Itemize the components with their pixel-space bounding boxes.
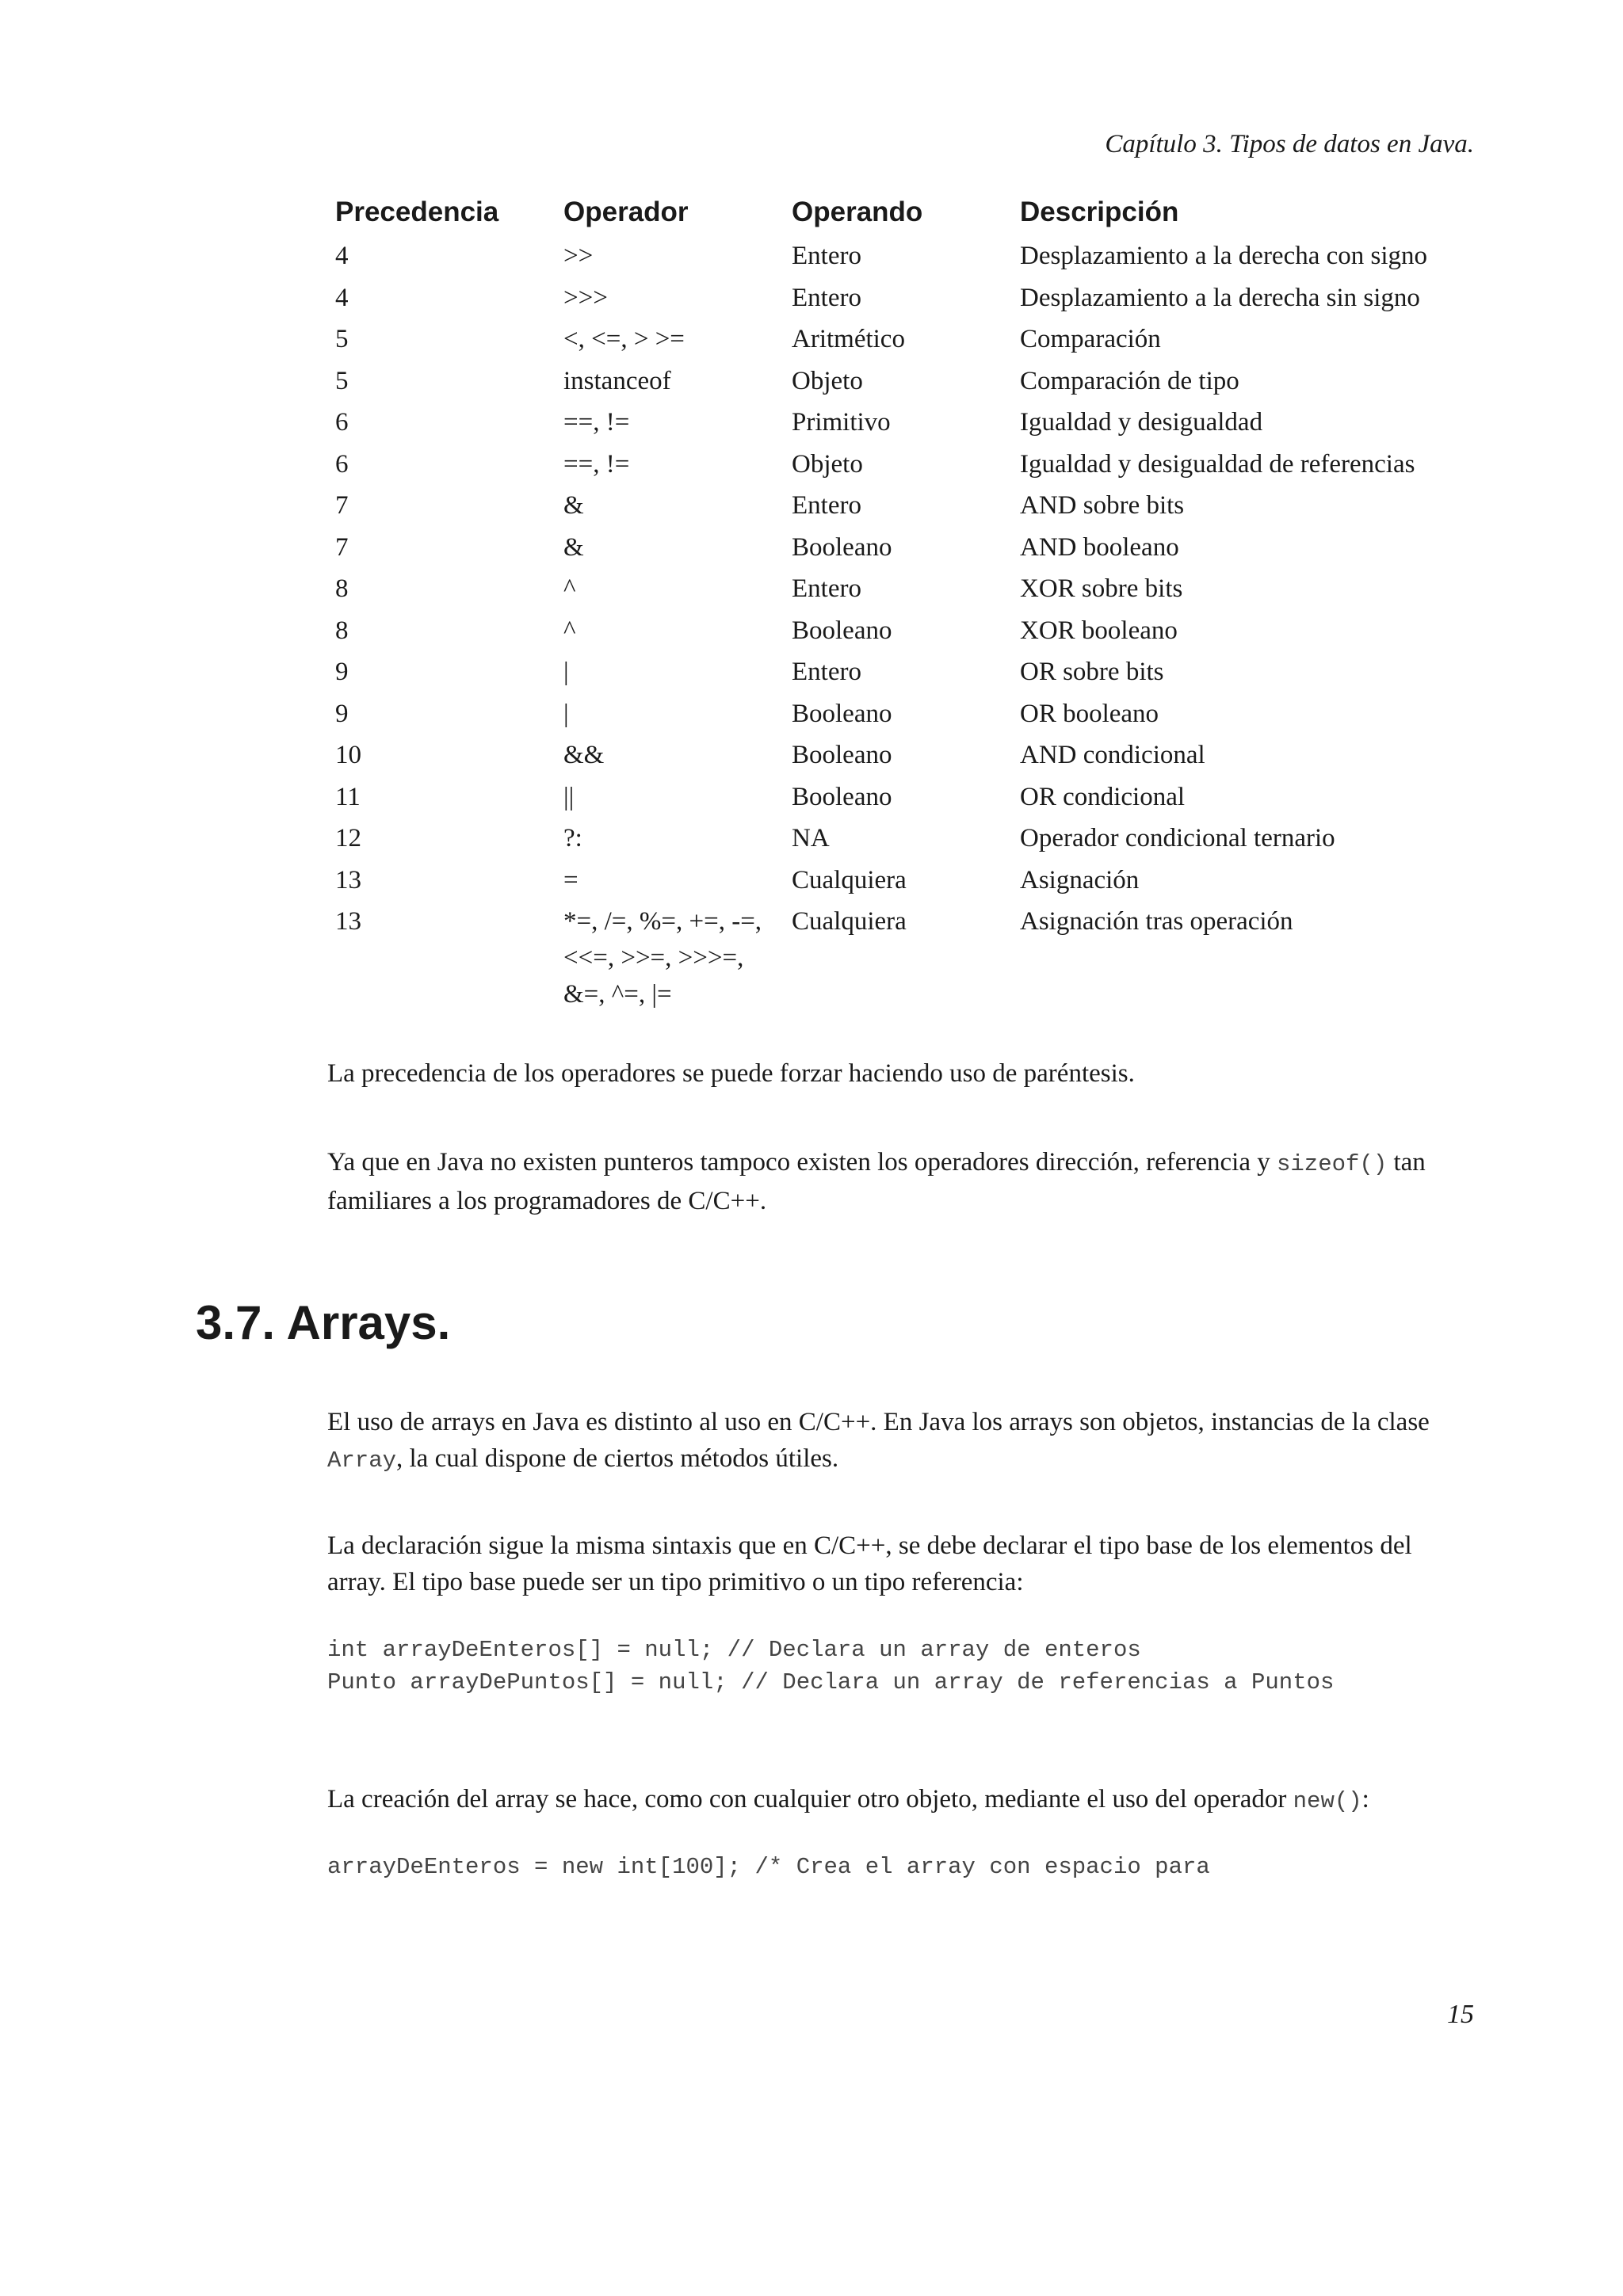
operand-cell: Entero xyxy=(792,574,861,603)
paragraph-arrays-intro xyxy=(327,1404,1468,1479)
code-line: int arrayDeEnteros[] = null; // Declara un array de enteros xyxy=(327,1637,1141,1663)
operand-cell: Booleano xyxy=(792,741,892,769)
description-cell: OR sobre bits xyxy=(1020,658,1164,686)
operand-cell: Booleano xyxy=(792,616,892,645)
column-header-operand: Operando xyxy=(792,196,923,227)
operator-cell: instanceof xyxy=(563,366,671,395)
code-block-declarations xyxy=(327,1634,1334,1699)
description-cell: AND condicional xyxy=(1020,741,1205,769)
paragraph-text: Ya que en Java no existen punteros tampoco existen los operadores dirección, referencia y xyxy=(327,1148,1277,1177)
description-cell: OR condicional xyxy=(1020,782,1186,811)
description-cell: Desplazamiento a la derecha con signo xyxy=(1020,242,1428,270)
table-row xyxy=(329,238,1480,280)
operand-cell: Entero xyxy=(792,658,861,686)
table-row xyxy=(329,820,1480,862)
page-number: 15 xyxy=(1447,2000,1474,2029)
description-cell: AND sobre bits xyxy=(1020,491,1185,520)
section-heading: 3.7. Arrays. xyxy=(196,1296,451,1349)
operand-cell: Objeto xyxy=(792,366,863,395)
precedence-cell: 10 xyxy=(335,741,361,769)
description-cell: Operador condicional ternario xyxy=(1020,824,1335,852)
description-cell: Desplazamiento a la derecha sin signo xyxy=(1020,283,1420,312)
operator-cell: ==, != xyxy=(563,449,630,479)
inline-code: new() xyxy=(1293,1788,1362,1814)
operator-cell: >> xyxy=(563,242,594,270)
precedence-cell: 11 xyxy=(335,782,361,811)
operator-cell: | xyxy=(563,699,569,728)
operator-line: &=, ^=, |= xyxy=(563,980,672,1009)
operator-cell: && xyxy=(563,741,605,769)
operator-cell: <, <=, > >= xyxy=(563,325,685,353)
paragraph-text: El uso de arrays en Java es distinto al uso en C/C++. En Java los arrays son objetos, instancias de la clase xyxy=(327,1408,1430,1436)
precedence-cell: 9 xyxy=(335,699,349,728)
operand-cell: Entero xyxy=(792,491,861,520)
table-row xyxy=(329,529,1480,571)
precedence-cell: 6 xyxy=(335,408,349,437)
operator-cell: ?: xyxy=(563,824,582,852)
table-body xyxy=(329,238,1480,1013)
paragraph-declaration: La declaración sigue la misma sintaxis que en C/C++, se debe declarar el tipo base de los elementos del array. El tipo base puede ser un tipo primitivo o un tipo referencia: xyxy=(327,1531,1412,1596)
precedence-cell: 6 xyxy=(335,449,349,479)
operator-cell: = xyxy=(563,865,579,894)
description-cell: Igualdad y desigualdad de referencias xyxy=(1020,449,1415,479)
description-cell: Comparación xyxy=(1020,325,1161,353)
operand-cell: Entero xyxy=(792,242,861,270)
operator-cell: >>> xyxy=(563,283,608,312)
table-row xyxy=(329,862,1480,904)
column-header-precedence: Precedencia xyxy=(335,196,499,227)
operator-cell: ==, != xyxy=(563,408,630,437)
operator-cell xyxy=(557,903,785,1013)
precedence-cell: 4 xyxy=(335,242,349,270)
description-cell: XOR sobre bits xyxy=(1020,574,1183,603)
table-row xyxy=(329,280,1480,322)
description-cell: XOR booleano xyxy=(1020,616,1178,645)
precedence-cell: 7 xyxy=(335,491,349,520)
table-row xyxy=(329,903,1480,1013)
operand-cell: Cualquiera xyxy=(792,865,907,894)
precedence-cell: 13 xyxy=(335,907,361,936)
precedence-cell: 12 xyxy=(335,824,361,852)
code-line: arrayDeEnteros = new int[100]; /* Crea el array con espacio para xyxy=(327,1854,1210,1880)
paragraph-pointers-note xyxy=(327,1144,1468,1219)
table-row xyxy=(329,570,1480,612)
description-cell: Asignación tras operación xyxy=(1020,907,1293,936)
operand-cell: Entero xyxy=(792,283,861,312)
operator-cell: | xyxy=(563,658,569,686)
paragraph-precedence-note: La precedencia de los operadores se puede forzar haciendo uso de paréntesis. xyxy=(327,1059,1135,1088)
paragraph-creation xyxy=(327,1781,1468,1820)
operand-cell: Booleano xyxy=(792,532,892,562)
table-row xyxy=(329,696,1480,738)
operator-line: *=, /=, %=, +=, -=, xyxy=(563,907,762,936)
code-line: Punto arrayDePuntos[] = null; // Declara un array de referencias a Puntos xyxy=(327,1669,1335,1695)
table-row xyxy=(329,612,1480,654)
description-cell: Igualdad y desigualdad xyxy=(1020,408,1263,437)
description-cell: Asignación xyxy=(1020,865,1140,894)
operand-cell: Objeto xyxy=(792,449,863,479)
table-row xyxy=(329,737,1480,779)
table-row xyxy=(329,654,1480,696)
column-header-operator: Operador xyxy=(563,196,689,227)
operand-cell: Primitivo xyxy=(792,408,891,437)
precedence-cell: 4 xyxy=(335,283,349,312)
inline-code: Array xyxy=(327,1447,397,1474)
running-header: Capítulo 3. Tipos de datos en Java. xyxy=(1105,130,1474,158)
operator-cell: & xyxy=(563,532,584,562)
operator-cell: || xyxy=(563,782,575,811)
column-header-description: Descripción xyxy=(1020,196,1179,227)
description-cell: Comparación de tipo xyxy=(1020,366,1239,395)
inline-code: sizeof() xyxy=(1277,1151,1388,1177)
precedence-cell: 5 xyxy=(335,325,349,353)
precedence-cell: 7 xyxy=(335,532,349,562)
precedence-cell: 13 xyxy=(335,865,361,894)
paragraph-text: tan familiares a los programadores de C/C++. xyxy=(327,1148,1426,1215)
precedence-cell: 5 xyxy=(335,366,349,395)
operand-cell: NA xyxy=(792,824,830,852)
table-row xyxy=(329,779,1480,821)
precedence-cell: 9 xyxy=(335,658,349,686)
precedence-cell: 8 xyxy=(335,616,349,645)
description-cell: OR booleano xyxy=(1020,699,1159,728)
operator-precedence-table xyxy=(329,196,1480,1013)
operator-cell: ^ xyxy=(563,616,576,645)
table-header-row xyxy=(329,196,1480,238)
code-block-creation xyxy=(327,1851,1210,1883)
operator-cell: ^ xyxy=(563,574,576,603)
operator-line: <<=, >>=, >>>=, xyxy=(563,944,744,972)
table-row xyxy=(329,404,1480,446)
paragraph-text: La creación del array se hace, como con cualquier otro objeto, mediante el uso del operador xyxy=(327,1785,1293,1814)
operand-cell: Booleano xyxy=(792,699,892,728)
table-row xyxy=(329,321,1480,363)
paragraph-text: : xyxy=(1361,1785,1369,1814)
operand-cell: Booleano xyxy=(792,782,892,811)
table-row xyxy=(329,446,1480,488)
paragraph-text: , la cual dispone de ciertos métodos útiles. xyxy=(396,1444,839,1473)
precedence-cell: 8 xyxy=(335,574,349,603)
operator-cell: & xyxy=(563,491,584,520)
description-cell: AND booleano xyxy=(1020,532,1179,562)
operand-cell: Cualquiera xyxy=(792,907,907,936)
table-row xyxy=(329,363,1480,405)
table-row xyxy=(329,487,1480,529)
operand-cell: Aritmético xyxy=(792,325,905,353)
